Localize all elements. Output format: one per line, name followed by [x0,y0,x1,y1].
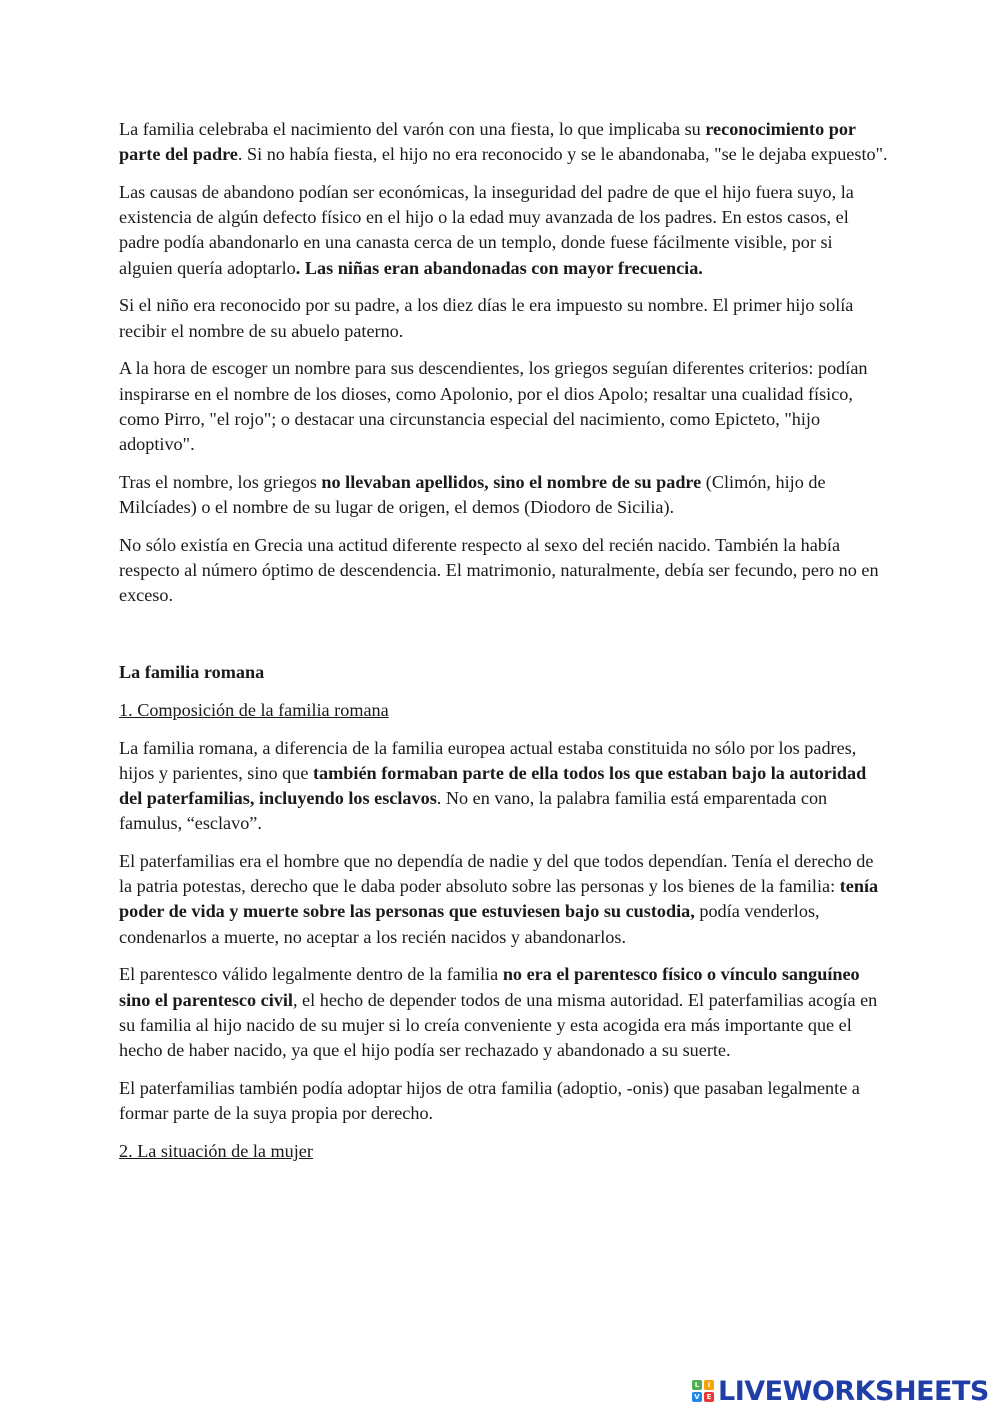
text-run: El parentesco válido legalmente dentro de la familia [119,964,503,985]
logo-mark-letter: L [692,1380,702,1390]
subsection-title-2: 2. La situación de la mujer [119,1140,313,1161]
text-run: Si el niño era reconocido por su padre, a los diez días le era impuesto su nombre. El primer hijo solía recibir el nombre de su abuelo paterno. [119,295,854,341]
paragraph [119,736,889,837]
text-run: No sólo existía en Grecia una actitud diferente respecto al sexo del recién nacido. También la había respecto al número óptimo de descendencia. El matrimonio, naturalmente, debía ser fecundo, pero no en exceso. [119,534,879,606]
section-spacer [119,621,889,660]
text-run: Tras el nombre, los griegos [119,471,322,492]
bold-text: no era el parentesco físico o vínculo sanguíneo sino el parentesco civil [119,964,860,1010]
paragraph [119,117,889,167]
bold-text: . Las niñas eran abandonadas con mayor frecuencia. [295,257,703,278]
bold-text: también formaban parte de ella todos los que estaban bajo la autoridad del paterfamilias, incluyendo los esclavos [119,762,867,809]
text-run: La familia celebraba el nacimiento del varón con una fiesta, lo que implicaba su [119,119,706,139]
document-body [119,117,889,1177]
text-run: El paterfamilias era el hombre que no dependía de nadie y del que todos dependían. Tenía el derecho de la patria potestas, derecho que le daba poder absoluto sobre las personas y los bienes de la familia: [119,851,874,897]
logo-mark-letter: E [704,1392,714,1402]
logo-mark-letter: V [692,1392,702,1402]
text-run: . Si no había fiesta, el hijo no era reconocido y se le abandonaba, "se le dejaba expuesto". [237,144,888,165]
text-run: (Climón, hijo de Milcíades) o el nombre de su lugar de origen, el demos (Diodoro de Sicilia). [119,471,826,518]
text-run: El paterfamilias también podía adoptar hijos de otra familia (adoptio, -onis) que pasaban legalmente a formar parte de la suya propia por derecho. [119,1077,860,1124]
paragraphs-group-2 [119,736,889,1127]
paragraphs-group-1 [119,117,889,608]
subsection-title-1: 1. Composición de la familia romana [119,699,389,720]
logo-mark-icon [692,1380,714,1402]
section-title: La familia romana [119,662,265,683]
paragraph [119,849,889,950]
paragraph [119,1076,889,1126]
text-run: . No en vano, la palabra familia está emparentada con famulus, “esclavo”. [119,788,828,834]
paragraph [119,293,889,343]
bold-text: no llevaban apellidos, sino el nombre de su padre [321,471,702,492]
paragraph [119,356,889,457]
logo-mark-letter: I [704,1380,714,1390]
liveworksheets-logo [692,1375,989,1407]
paragraph [119,962,889,1063]
text-run: A la hora de escoger un nombre para sus descendientes, los griegos seguían diferentes criterios: podían inspirarse en el nombre de los dioses, como Apolonio, por el dios Apolo; resaltar una cualidad físico, como Pirro, "el rojo"; o destacar una circunstancia especial del nacimiento, como Epicteto, "hijo adoptivo". [119,358,868,455]
paragraph [119,470,889,520]
paragraph [119,180,889,281]
text-run: podía venderlos, condenarlos a muerte, no aceptar a los recién nacidos y abandonarlos. [119,901,820,947]
bold-text: tenía poder de vida y muerte sobre las personas que estuviesen bajo su custodia, [119,876,879,922]
logo-text: LIVEWORKSHEETS [718,1375,989,1407]
text-run: La familia romana, a diferencia de la familia europea actual estaba constituida no sólo por los padres, hijos y parientes, sino que [119,737,857,783]
text-run: Las causas de abandono podían ser económicas, la inseguridad del padre de que el hijo fuera suyo, la existencia de algún defecto físico en el hijo o la edad muy avanzada de los padres. En estos casos, el padre podía abandonarlo en una canasta cerca de un templo, donde fuese fácilmente visible, por si alguien quería adoptarlo [119,182,854,278]
paragraph [119,533,889,609]
text-run: , el hecho de depender todos de una misma autoridad. El paterfamilias acogía en su familia al hijo nacido de su mujer si lo creía conveniente y esta acogida era más importante que el hecho de haber nacido, ya que el hijo podía ser rechazado y abandonado a su suerte. [119,989,878,1061]
bold-text: reconocimiento por parte del padre [119,119,856,165]
